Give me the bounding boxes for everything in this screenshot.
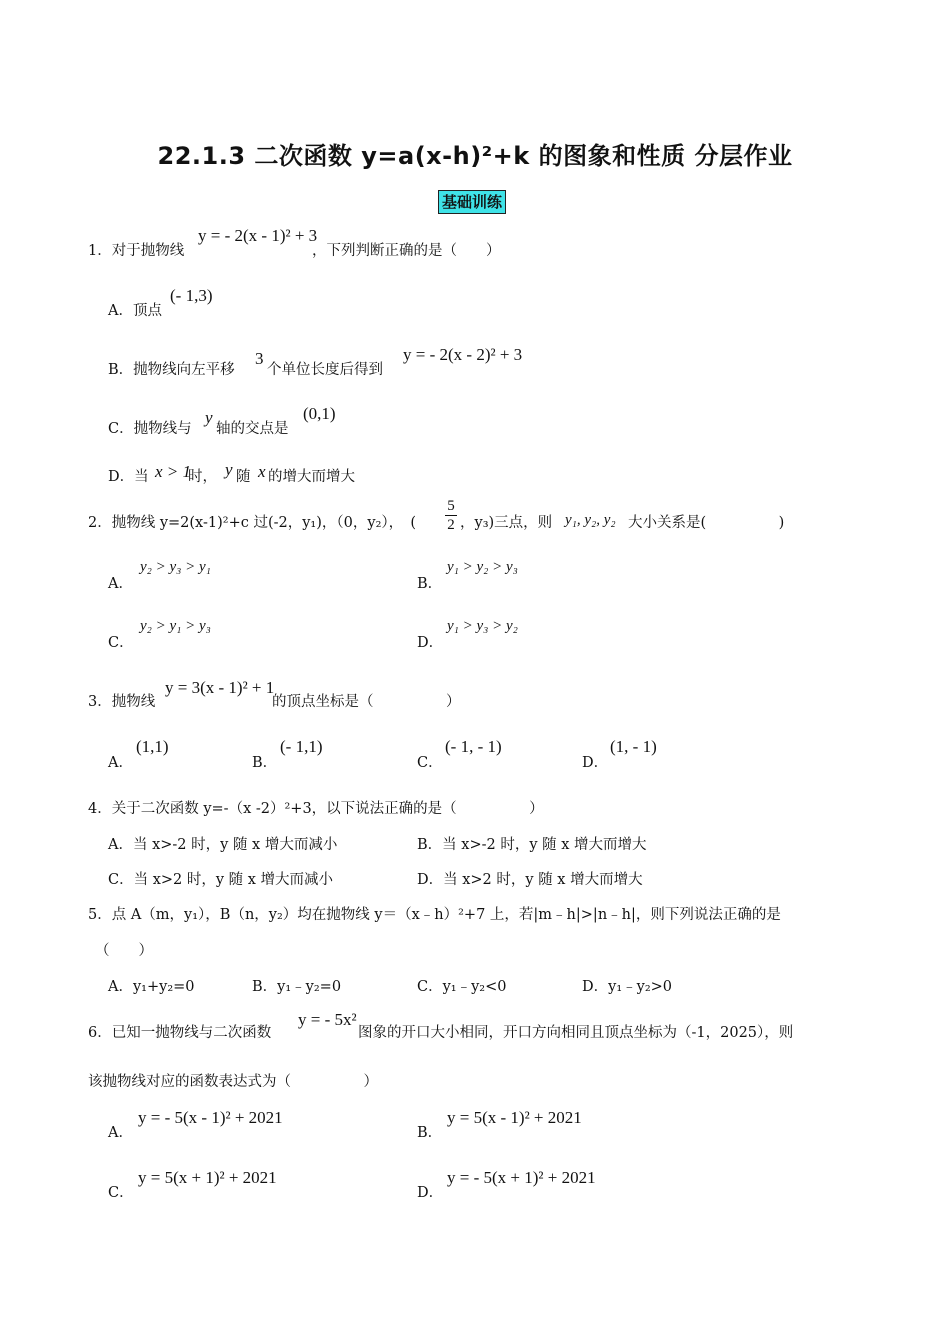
- q6-stem-suffix: 图象的开口大小相同，开口方向相同且顶点坐标为（-1，2025），则: [358, 1025, 794, 1041]
- q6-option-c-label: C．: [108, 1185, 134, 1201]
- q1-option-c-label: C．抛物线与: [108, 421, 192, 437]
- q3-option-d-formula: (1, - 1): [610, 737, 657, 756]
- q1-option-d-condition: x > 1: [155, 462, 192, 481]
- q2-option-c-formula: y₂ > y₁ > y₃: [140, 618, 211, 634]
- q5-stem-continued: （ ）: [95, 943, 153, 959]
- q3-stem-prefix: 3．抛物线: [88, 694, 156, 710]
- section-badge: 基础训练: [438, 190, 506, 214]
- q4-stem: 4．关于二次函数 y=-（x -2）²+3，以下说法正确的是（ ）: [88, 801, 544, 817]
- q2-fraction: [442, 497, 460, 534]
- q5-option-d: D．y₁﹣y₂>0: [582, 979, 673, 995]
- q1-option-d-mid2: 随: [236, 469, 251, 485]
- q1-stem-prefix: 1．对于抛物线: [88, 243, 185, 259]
- q3-stem-suffix: 的顶点坐标是（ ）: [272, 694, 461, 710]
- q3-option-d-label: D．: [582, 755, 609, 771]
- q6-option-a-formula: y = - 5(x - 1)² + 2021: [138, 1108, 283, 1127]
- q2-option-d-formula: y₁ > y₃ > y₂: [447, 618, 518, 634]
- q2-stem-mid: ，y₃)三点，则: [460, 515, 553, 531]
- q1-option-b-number: 3: [255, 349, 264, 368]
- q6-stem-prefix: 6．已知一抛物线与二次函数: [88, 1025, 272, 1041]
- q6-option-b-label: B．: [417, 1125, 443, 1141]
- q3-option-a-formula: (1,1): [136, 737, 169, 756]
- q6-option-d-formula: y = - 5(x + 1)² + 2021: [447, 1168, 596, 1187]
- q1-option-c-mid: 轴的交点是: [216, 421, 289, 437]
- q2-stem-prefix: 2．抛物线 y=2(x-1)²+c 过(-2，y₁)，（0，y₂）， (: [88, 515, 417, 531]
- q1-option-a-label: A．顶点: [108, 303, 162, 319]
- q5-option-a: A．y₁+y₂=0: [108, 979, 195, 995]
- q2-stem-suffix: 大小关系是( ): [628, 515, 785, 531]
- q3-option-b-formula: (- 1,1): [280, 737, 323, 756]
- q6-stem-line2: 该抛物线对应的函数表达式为（ ）: [88, 1074, 378, 1090]
- q3-option-a-label: A．: [108, 755, 133, 771]
- q1-option-c-var: y: [205, 408, 213, 427]
- q1-option-b-formula: y = - 2(x - 2)² + 3: [403, 345, 523, 364]
- q3-stem-formula: y = 3(x - 1)² + 1: [165, 678, 275, 697]
- q1-option-d-mid1: 时，: [188, 469, 217, 485]
- q6-option-b-formula: y = 5(x - 1)² + 2021: [447, 1108, 582, 1127]
- q1-option-b-mid: 个单位长度后得到: [267, 362, 383, 378]
- q2-option-b-label: B．: [417, 576, 443, 592]
- q3-option-c-formula: (- 1, - 1): [445, 737, 502, 756]
- q5-option-c: C．y₁﹣y₂<0: [417, 979, 507, 995]
- q1-option-d-tail: 的增大而增大: [268, 469, 355, 485]
- q1-stem-suffix: ，下列判断正确的是（ ）: [312, 243, 501, 259]
- q2-option-b-formula: y₁ > y₂ > y₃: [447, 559, 518, 575]
- q2-option-a-formula: y₂ > y₃ > y₁: [140, 559, 211, 575]
- q1-option-b-label: B．抛物线向左平移: [108, 362, 235, 378]
- q3-option-c-label: C．: [417, 755, 443, 771]
- q2-fraction-denominator: 2: [447, 517, 455, 533]
- q6-option-a-label: A．: [108, 1125, 133, 1141]
- q4-option-b: B．当 x>-2 时，y 随 x 增大而增大: [417, 837, 647, 853]
- q2-stem-vars: y₁, y₂, y₂: [565, 512, 616, 528]
- q5-stem: 5．点 A（m，y₁），B（n，y₂）均在抛物线 y＝（x﹣h）²+7 上，若|m﹣h|>|n﹣h|，则下列说法正确的是: [88, 907, 781, 923]
- q2-option-d-label: D．: [417, 635, 444, 651]
- q1-option-d-var-x: x: [258, 462, 266, 481]
- q1-option-c-formula: (0,1): [303, 404, 336, 423]
- q2-option-a-label: A．: [108, 576, 133, 592]
- q6-stem-formula: y = - 5x²: [298, 1010, 357, 1029]
- q2-fraction-numerator: 5: [447, 498, 455, 514]
- q3-option-b-label: B．: [252, 755, 278, 771]
- q4-option-a: A．当 x>-2 时，y 随 x 增大而减小: [108, 837, 338, 853]
- q4-option-c: C．当 x>2 时，y 随 x 增大而减小: [108, 872, 334, 888]
- page-title: 22.1.3 二次函数 y=a(x-h)²+k 的图象和性质 分层作业: [157, 142, 793, 170]
- q1-option-d-label: D．当: [108, 469, 149, 485]
- q1-option-d-var-y: y: [225, 460, 233, 479]
- q1-stem-formula: y = - 2(x - 1)² + 3: [198, 226, 318, 245]
- q5-option-b: B．y₁﹣y₂=0: [252, 979, 342, 995]
- q1-option-a-formula: (- 1,3): [170, 286, 213, 305]
- q6-option-d-label: D．: [417, 1185, 444, 1201]
- q2-option-c-label: C．: [108, 635, 134, 651]
- q6-option-c-formula: y = 5(x + 1)² + 2021: [138, 1168, 277, 1187]
- q4-option-d: D．当 x>2 时，y 随 x 增大而增大: [417, 872, 643, 888]
